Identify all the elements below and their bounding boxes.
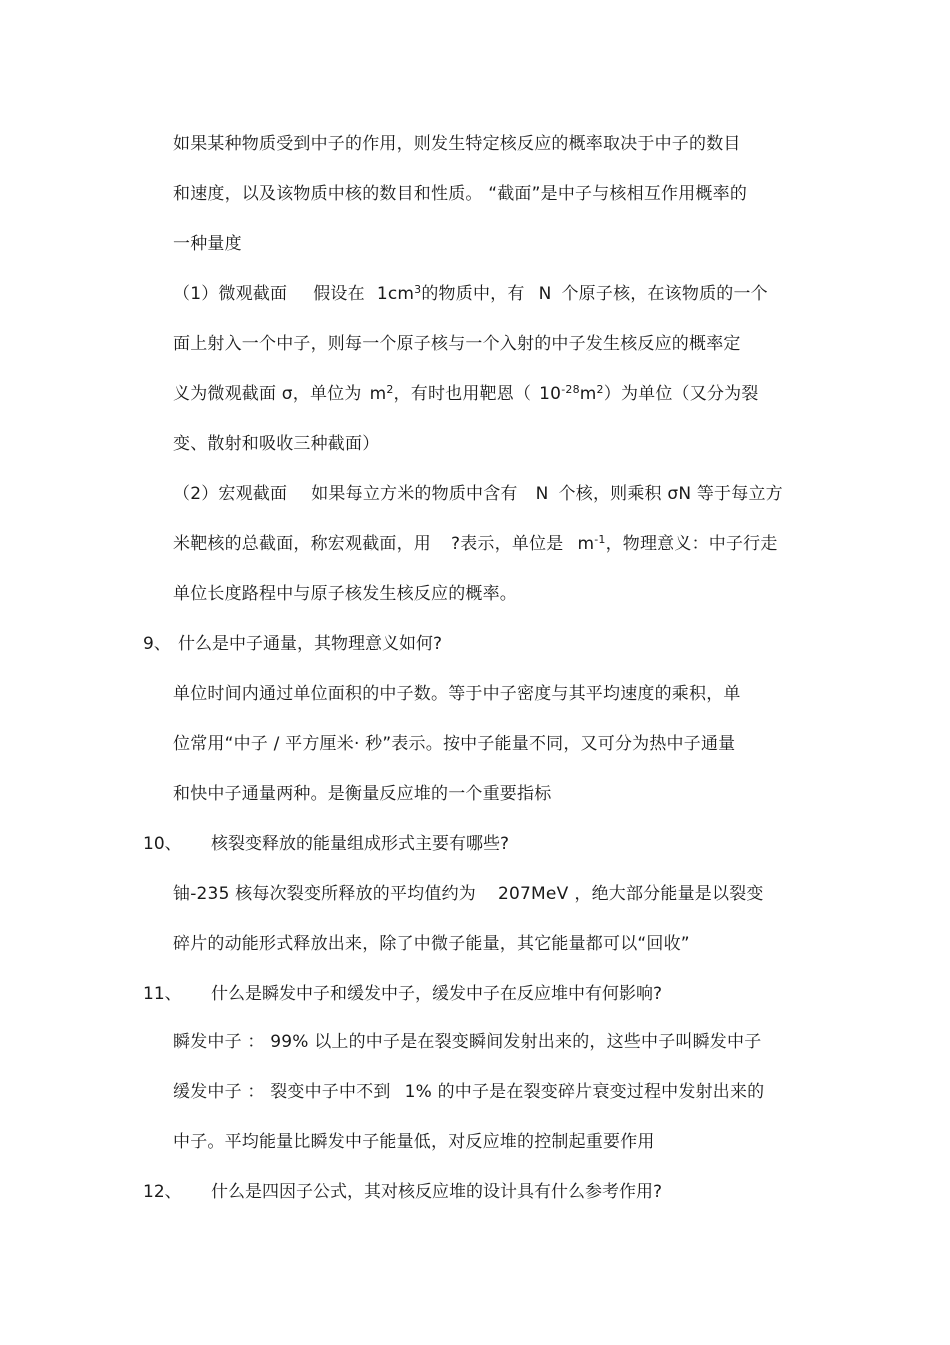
micro-sup2b: 2 (596, 383, 604, 396)
macro-m: m (577, 534, 595, 554)
q10-answer-line2: 碎片的动能形式释放出来，除了中微子能量，其它能量都可以“回收” (173, 934, 690, 954)
micro-text2: 的物质中，有 (421, 284, 525, 304)
q10-answer-line1 (173, 883, 764, 905)
micro-unit-cm: 1cm (376, 284, 415, 304)
q10-a1-c: ，绝大部分能量是以裂变 (574, 884, 764, 904)
q10-a1-a: 铀-235 核每次裂变所释放的平均值约为 (173, 884, 476, 904)
para1-line3: 一种量度 (173, 234, 242, 254)
q10-a1-b: 207MeV (498, 884, 569, 904)
q9-answer-line1: 单位时间内通过单位面积的中子数。等于中子密度与其平均速度的乘积，单 (173, 684, 741, 704)
micro-text1: 假设在 (313, 284, 365, 304)
macro-line3: 单位长度路程中与原子核发生核反应的概率。 (173, 584, 517, 604)
q9-number: 9、 (143, 634, 171, 654)
q11-number: 11、 (143, 984, 182, 1004)
macro-text1: 如果每立方米的物质中含有 (311, 484, 518, 504)
macro-text2: 个核，则乘积 σN 等于每立方 (558, 484, 783, 504)
micro-sup-exp: -28 (561, 383, 580, 396)
micro-line4: 变、散射和吸收三种截面） (173, 434, 380, 454)
micro-text3: 个原子核，在该物质的一个 (561, 284, 768, 304)
macro-line2-a: 米靶核的总截面，称宏观截面，用 (173, 534, 431, 554)
q11-a2-b: 1% 的中子是在裂变碎片衰变过程中发射出来的 (404, 1082, 765, 1102)
micro-n: N (538, 284, 552, 304)
micro-m: m (369, 384, 387, 404)
macro-line2-b: ，物理意义：中子行走 (605, 534, 778, 554)
q11-question: 什么是瞬发中子和缓发中子，缓发中子在反应堆中有何影响? (211, 984, 663, 1004)
macro-sym: ?表示，单位是 (451, 534, 564, 554)
micro-line2: 面上射入一个中子，则每一个原子核与一个入射的中子发生核反应的概率定 (173, 334, 741, 354)
micro-line3 (173, 383, 759, 405)
micro-sup3: 3 (414, 283, 422, 296)
micro-label: （1）微观截面 (173, 284, 288, 304)
micro-line3-c: ）为单位（又分为裂 (603, 384, 759, 404)
q9-answer-line3: 和快中子通量两种。是衡量反应堆的一个重要指标 (173, 784, 552, 804)
micro-line1 (173, 283, 768, 305)
micro-ten: 10 (539, 384, 562, 404)
macro-label: （2）宏观截面 (173, 484, 288, 504)
macro-sup: -1 (594, 533, 606, 546)
macro-line2 (173, 533, 778, 555)
q11-a2-a: 缓发中子 ： 裂变中子中不到 (173, 1082, 391, 1102)
q12-question: 什么是四因子公式，其对核反应堆的设计具有什么参考作用? (211, 1182, 663, 1202)
q11-answer-line3: 中子。平均能量比瞬发中子能量低，对反应堆的控制起重要作用 (173, 1132, 655, 1152)
q11-answer-line1: 瞬发中子 ： 99% 以上的中子是在裂变瞬间发射出来的，这些中子叫瞬发中子 (173, 1032, 762, 1052)
micro-sup2: 2 (386, 383, 394, 396)
micro-line3-b: ，有时也用靶恩（ (393, 384, 532, 404)
q10-number: 10、 (143, 834, 182, 854)
q9-answer-line2: 位常用“中子 / 平方厘米· 秒”表示。按中子能量不同，又可分为热中子通量 (173, 734, 736, 754)
para1-line1: 如果某种物质受到中子的作用，则发生特定核反应的概率取决于中子的数目 (173, 134, 741, 154)
macro-n: N (535, 484, 549, 504)
para1-line2: 和速度，以及该物质中核的数目和性质。 “截面”是中子与核相互作用概率的 (173, 184, 748, 204)
q10-question: 核裂变释放的能量组成形式主要有哪些? (211, 834, 510, 854)
macro-line1 (173, 483, 783, 505)
q11-answer-line2 (173, 1081, 764, 1103)
q12-number: 12、 (143, 1182, 182, 1202)
micro-m2: m (579, 384, 597, 404)
micro-line3-a: 义为微观截面 σ，单位为 (173, 384, 362, 404)
q9-question: 什么是中子通量，其物理意义如何? (178, 634, 443, 654)
